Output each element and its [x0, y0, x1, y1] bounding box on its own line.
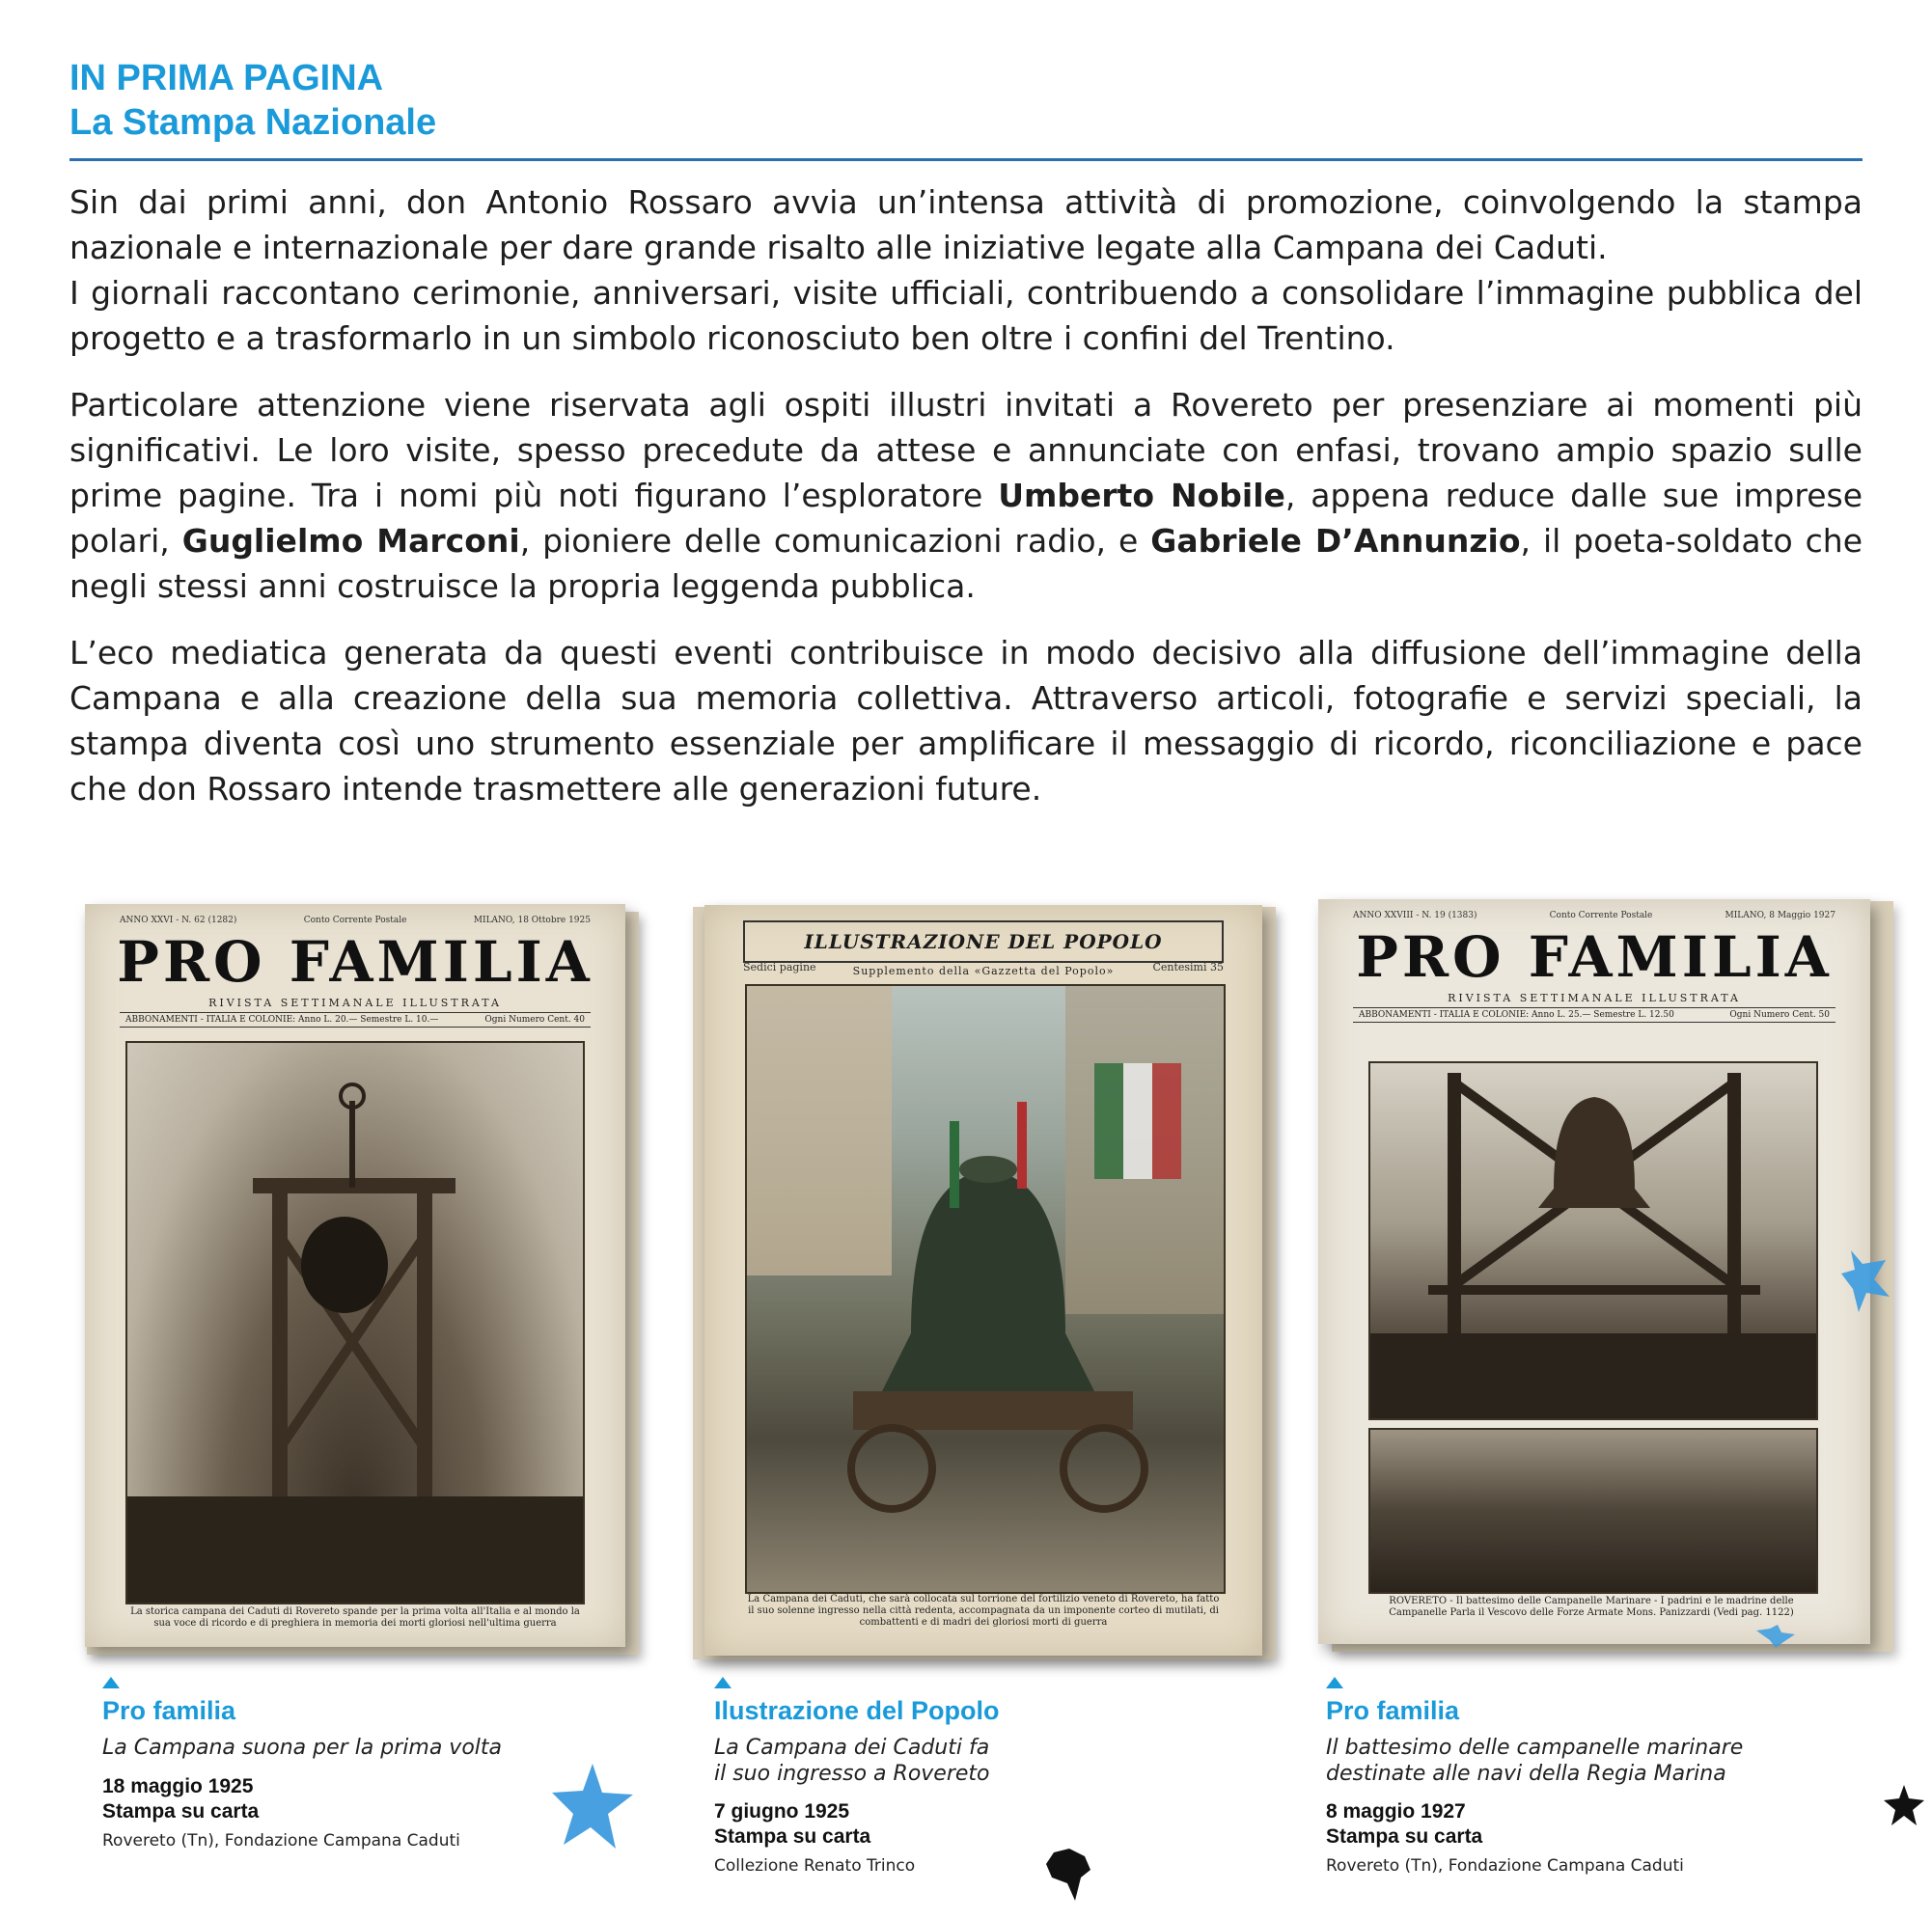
- name-nobile: Umberto Nobile: [998, 477, 1285, 514]
- paper-3-masthead: PRO FAMILIA: [1356, 924, 1833, 990]
- caption-2-subtitle-1: La Campana dei Caduti fa: [714, 1736, 990, 1760]
- paper-3-issue: ANNO XXVIII - N. 19 (1383): [1353, 911, 1477, 920]
- paper-1-photo: [125, 1041, 585, 1604]
- paper-3-caption: ROVERETO - Il battesimo delle Campanelle Marinare - I padrini e le madrine delle Campanelle Parla il Vescovo delle Forze Armate Mons. Panizzardi (Vedi pag. 1122): [1389, 1596, 1794, 1618]
- page-header: [69, 56, 1863, 145]
- caption-3-subtitle-1: Il battesimo delle campanelle marinare: [1326, 1736, 1744, 1760]
- paper-3-subscriptions: [1353, 1007, 1835, 1023]
- triangle-marker-icon: [1326, 1677, 1343, 1688]
- black-star-icon: [1046, 1849, 1092, 1901]
- intro-p2-d: , il poeta-soldato che negli stessi anni costruisce la propria leggenda pubblica.: [69, 522, 1863, 605]
- caption-2-location: Collezione Renato Trinco: [714, 1856, 916, 1876]
- paper-3-photo-top: [1368, 1061, 1818, 1420]
- caption-3-location: Rovereto (Tn), Fondazione Campana Caduti: [1326, 1856, 1684, 1876]
- paper-1-masthead: PRO FAMILIA: [117, 929, 593, 995]
- intro-p2-c: , pioniere delle comunicazioni radio, e: [519, 522, 1151, 560]
- paper-2-masthead: ILLUSTRAZIONE DEL POPOLO: [804, 930, 1163, 953]
- paper-2-masthead-box: [743, 920, 1224, 963]
- paper-1-postal: Conto Corrente Postale: [303, 916, 407, 925]
- caption-3-title: Pro familia: [1326, 1696, 1460, 1725]
- caption-1-title: Pro familia: [102, 1696, 236, 1725]
- intro-p1: Sin dai primi anni, don Antonio Rossaro avvia un’intensa attività di promozione, coinvolgendo la stampa nazionale e internazionale per dare grande risalto alle iniziative legate alla Campana dei Caduti.: [69, 183, 1863, 266]
- paper-2-caption: La Campana dei Caduti, che sarà collocata sul torrione del fortilizio veneto di Rovereto, ha fatto il suo solenne ingresso nella città redenta, accompagnata da un imponente corteo di mutilati, di combattenti e di madri dei gloriosi morti di guerra: [747, 1594, 1220, 1628]
- paper-1-subscriptions: [120, 1012, 591, 1028]
- name-marconi: Guglielmo Marconi: [181, 522, 520, 560]
- paper-3-topline: [1353, 911, 1835, 920]
- blue-star-icon: [1756, 1625, 1795, 1648]
- intro-p2-a: Particolare attenzione viene riservata agli ospiti illustri invitati a Rovereto per presenziare ai momenti più significativi. Le loro visite, spesso precedute da attese e annunciate con enfasi, trovano ampio spazio sulle prime pagine. Tra i nomi più noti figurano l’esploratore: [69, 386, 1863, 514]
- caption-3-medium: Stampa su carta: [1326, 1825, 1483, 1848]
- intro-p1b: I giornali raccontano cerimonie, anniversari, visite ufficiali, contribuendo a consolidare l’immagine pubblica del progetto e a trasformarlo in un simbolo riconosciuto ben oltre i confini del Trentino.: [69, 274, 1863, 357]
- paper-3-postal: Conto Corrente Postale: [1549, 911, 1653, 920]
- caption-2-date: 7 giugno 1925: [714, 1800, 850, 1823]
- caption-1-location: Rovereto (Tn), Fondazione Campana Caduti: [102, 1831, 460, 1850]
- caption-3-date: 8 maggio 1927: [1326, 1800, 1466, 1823]
- triangle-marker-icon: [714, 1677, 731, 1688]
- paper-3-subtitle: RIVISTA SETTIMANALE ILLUSTRATA: [1448, 992, 1741, 1004]
- caption-1-date: 18 maggio 1925: [102, 1775, 254, 1797]
- paper-1-topline: [120, 916, 591, 925]
- paper-3-date: MILANO, 8 Maggio 1927: [1725, 911, 1835, 920]
- paper-3-price: Ogni Numero Cent. 50: [1729, 1010, 1830, 1020]
- intro-p2-b: , appena reduce dalle sue imprese polari,: [69, 477, 1863, 560]
- intro-paragraph-1: [69, 179, 1863, 361]
- paper-1-caption: La storica campana dei Caduti di Rovereto spande per la prima volta all'Italia e al mondo la sua voce di ricordo e di preghiera in memoria dei morti gloriosi nell'ultima guerra: [130, 1606, 580, 1629]
- paper-1-date: MILANO, 18 Ottobre 1925: [473, 916, 591, 925]
- bell-frame-illustration: [1370, 1063, 1816, 1418]
- caption-2-subtitle-2: il suo ingresso a Rovereto: [714, 1762, 990, 1786]
- bell-parade-illustration: [747, 986, 1224, 1592]
- paper-2-illustration: [745, 984, 1226, 1594]
- blue-star-icon: [1841, 1250, 1890, 1312]
- paper-1-price: Ogni Numero Cent. 40: [484, 1015, 585, 1025]
- intro-text: [69, 179, 1863, 833]
- intro-paragraph-3: L’eco mediatica generata da questi eventi contribuisce in modo decisivo alla diffusione dell’immagine della Campana e alla creazione della sua memoria collettiva. Attraverso articoli, fotografie e servizi speciali, la stampa diventa così uno strumento essenziale per amplificare il messaggio di ricordo, riconciliazione e pace che don Rossaro intende trasmettere alle generazioni future.: [69, 634, 1863, 808]
- newspaper-1: [85, 904, 625, 1647]
- newspaper-3: [1318, 899, 1870, 1644]
- caption-2-title: Ilustrazione del Popolo: [714, 1696, 1000, 1725]
- triangle-marker-icon: [102, 1677, 120, 1688]
- paper-3-subs-text: ABBONAMENTI - ITALIA E COLONIE: Anno L. 25.— Semestre L. 12.50: [1359, 1010, 1674, 1020]
- paper-3-photo-bottom: [1368, 1428, 1818, 1594]
- paper-2-pages: Sedici pagine: [743, 961, 816, 973]
- caption-2-medium: Stampa su carta: [714, 1825, 871, 1848]
- blue-star-icon: [552, 1764, 633, 1849]
- paper-1-issue: ANNO XXVI - N. 62 (1282): [120, 916, 237, 925]
- page-title: La Stampa Nazionale: [69, 102, 437, 143]
- paper-1-subs-text: ABBONAMENTI - ITALIA E COLONIE: Anno L. 20.— Semestre L. 10.—: [125, 1015, 439, 1025]
- paper-1-subtitle: RIVISTA SETTIMANALE ILLUSTRATA: [208, 997, 502, 1009]
- paper-2-subtitle: Supplemento della «Gazzetta del Popolo»: [852, 965, 1115, 977]
- caption-3-subtitle-2: destinate alle navi della Regia Marina: [1326, 1762, 1726, 1786]
- newspaper-2: [704, 905, 1262, 1656]
- intro-paragraph-2: [69, 382, 1863, 609]
- page-kicker: IN PRIMA PAGINA: [69, 58, 384, 98]
- caption-1-subtitle: La Campana suona per la prima volta: [102, 1736, 503, 1760]
- paper-2-price: Centesimi 35: [1152, 961, 1224, 973]
- black-star-icon: [1884, 1785, 1924, 1825]
- bell-tower-illustration: [127, 1043, 583, 1603]
- header-rule: [69, 158, 1863, 161]
- name-dannunzio: Gabriele D’Annunzio: [1150, 522, 1521, 560]
- caption-1-medium: Stampa su carta: [102, 1800, 260, 1823]
